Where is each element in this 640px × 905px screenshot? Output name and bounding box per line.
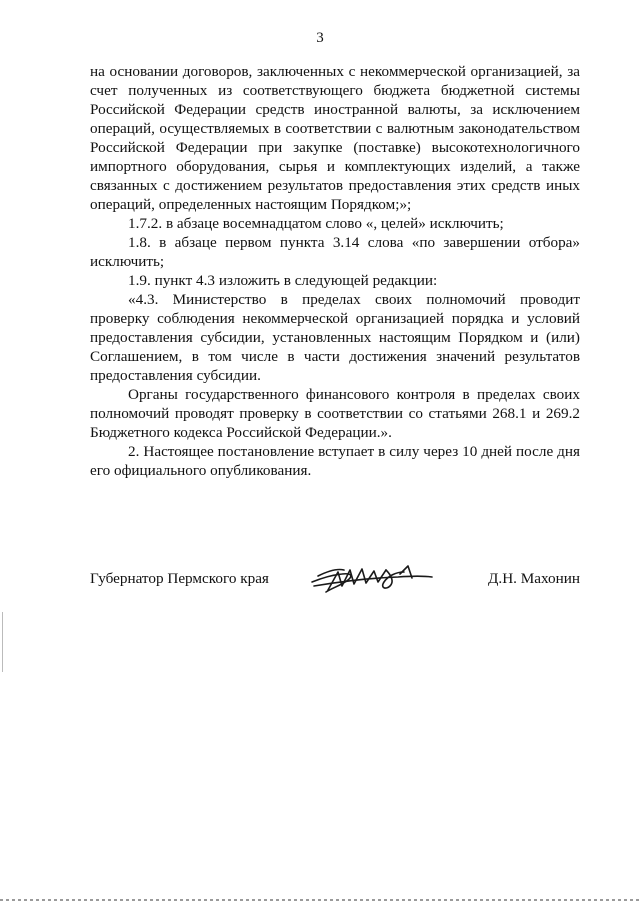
page-number: 3 xyxy=(316,30,324,46)
handwritten-signature xyxy=(308,560,436,598)
paragraph-item-4-3: «4.3. Министерство в пределах своих полномочий проводит проверку соблюдения некоммерческой организацией порядка и условий предоставления субсидии, установленных настоящим Порядком и (или) Соглашением, в том числе в части достижения значений результатов предоставления субсидии. xyxy=(90,291,580,384)
paragraph-financial-control: Органы государственного финансового контроля в пределах своих полномочий проводят проверку в соответствии со статьями 268.1 и 269.2 Бюджетного кодекса Российской Федерации.». xyxy=(90,386,580,441)
scan-edge-mark xyxy=(2,612,3,672)
paragraph-item-1-8: 1.8. в абзаце первом пункта 3.14 слова «по завершении отбора» исключить; xyxy=(90,234,580,270)
paragraph-item-2: 2. Настоящее постановление вступает в силу через 10 дней после дня его официального опубликования. xyxy=(90,443,580,479)
paragraph-continuation: на основании договоров, заключенных с некоммерческой организацией, за счет полученных из соответствующего бюджета бюджетной системы Российской Федерации средств иностранной валюты, за исключением операций, осуществляемых в соответствии с валютным законодательством Российской Федерации при закупке (поставке) высокотехнологичного импортного оборудования, сырья и комплектующих изделий, а также связанных с достижением результатов предоставления этих средств иных операций, определенных настоящим Порядком;»; xyxy=(90,63,580,213)
signature-block xyxy=(90,560,580,600)
signatory-position: Губернатор Пермского края xyxy=(90,570,269,587)
paragraph-item-1-9: 1.9. пункт 4.3 изложить в следующей редакции: xyxy=(128,272,438,289)
document-body xyxy=(90,62,580,480)
scan-bottom-edge xyxy=(0,899,640,901)
paragraph-item-1-7-2: 1.7.2. в абзаце восемнадцатом слово «, целей» исключить; xyxy=(128,215,504,232)
signatory-name: Д.Н. Махонин xyxy=(488,570,580,587)
